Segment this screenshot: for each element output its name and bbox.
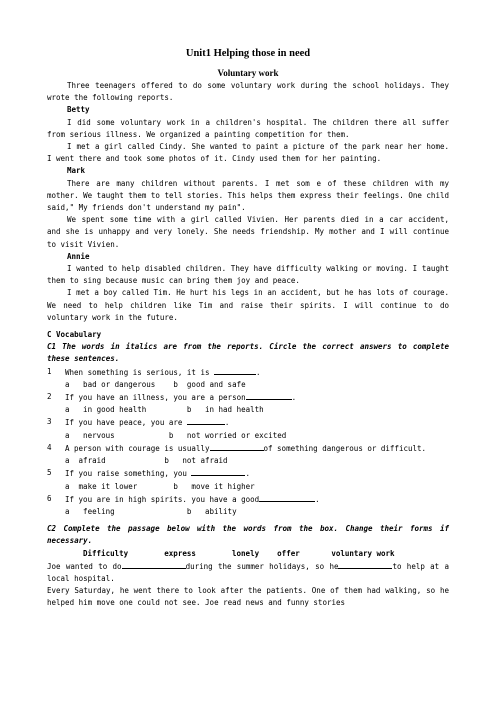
report-name-mark: Mark [67, 166, 86, 176]
answer-blank[interactable] [191, 467, 245, 476]
question-4: 4 A person with courage is usually of something dangerous or difficult. [47, 442, 427, 453]
report-paragraph: There are many children without parents. I met som e of these children with my mother. We taught them to tell stories. This helps them express their feelings. One child said," My friends don't understand my pain". [47, 178, 449, 213]
answer-blank[interactable] [187, 416, 225, 425]
question-options: a in good health b in had health [65, 405, 264, 415]
answer-blank[interactable] [122, 560, 186, 569]
answer-blank[interactable] [259, 493, 315, 502]
question-5: 5 If you raise something, you . [47, 468, 250, 479]
question-1: 1 When something is serious, it is . [47, 366, 261, 377]
question-2: 2 If you have an illness, you are a person . [47, 392, 297, 403]
question-3: 3 If you have peace, you are . [47, 417, 230, 428]
question-options: a bad or dangerous b good and safe [65, 379, 246, 389]
report-paragraph: We spent some time with a girl called Vivien. Her parents died in a car accident, and she is unhappy and very lonely. She needs friendship. My mother and I will continue to visit Vivien. [47, 215, 449, 249]
passage-line-2: Every Saturday, he went there to look after the patients. One of them had walking, so he helped him move one could not see. Joe read news and funny stories [47, 586, 449, 608]
word-box: Difficulty express lonely offer voluntary work [83, 548, 395, 558]
question-options: a nervous b not worried or excited [65, 430, 287, 440]
report-paragraph: I did some voluntary work in a children's hospital. The children there all suffer from serious illness. We organized a painting competition for them. [47, 117, 449, 139]
section-c-heading: C Vocabulary [47, 330, 102, 340]
answer-blank[interactable] [338, 560, 392, 569]
answer-blank[interactable] [214, 366, 256, 375]
passage-line-1: Joe wanted to do during the summer holidays, so he to help at a local hospital. [47, 561, 449, 583]
question-options: a feeling b ability [65, 506, 237, 516]
intro-paragraph: Three teenagers offered to do some voluntary work during the school holidays. They wrote the following reports. [47, 81, 449, 103]
answer-blank[interactable] [246, 391, 292, 400]
report-paragraph: I met a boy called Tim. He hurt his legs in an accident, but he has lots of courage. We need to help children like Tim and raise their spirits. I will continue to do voluntary work in the future. [47, 288, 449, 322]
answer-blank[interactable] [210, 442, 264, 451]
report-paragraph: I wanted to help disabled children. They have difficulty walking or moving. I taught them to sing because music can bring them joy and peace. [47, 264, 449, 286]
question-options: a afraid b not afraid [65, 456, 228, 466]
question-options: a make it lower b move it higher [65, 481, 255, 491]
report-paragraph: I met a girl called Cindy. She wanted to paint a picture of the park near her home. I went there and took some photos of it. Cindy used them for her painting. [47, 142, 449, 164]
report-name-betty: Betty [67, 105, 90, 115]
document-title: Unit1 Helping those in need [185, 48, 311, 59]
question-6: 6 If you are in high spirits. you have a good . [47, 493, 320, 504]
c2-instruction: C2 Complete the passage below with the words from the box. Change their forms if necessary. [47, 524, 449, 546]
document-subtitle: Voluntary work [217, 68, 279, 78]
report-name-annie: Annie [67, 251, 90, 261]
document-body [47, 80, 449, 610]
c1-instruction: C1 The words in italics are from the reports. Circle the correct answers to complete these sentences. [47, 342, 449, 364]
